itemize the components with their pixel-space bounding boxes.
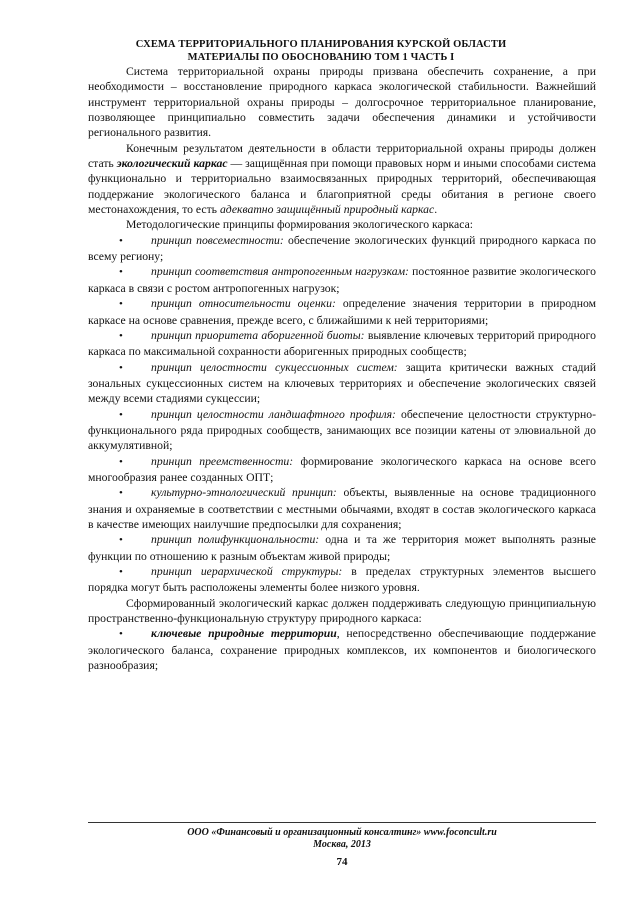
principle-term: принцип целостности сукцессионных систем: [151, 360, 398, 374]
principle-text: обеспечение экологических функций природного каркаса по всему региону; [88, 233, 596, 264]
bullet-icon: • [119, 628, 123, 641]
list-item [88, 360, 596, 407]
principle-term: культурно-этнологический принцип: [151, 486, 337, 500]
principle-text: защита критически важных стадий зональных сукцессионных систем на ключевых территориях и обеспечение экологических связей между всеми стадиями сукцессии; [88, 360, 596, 406]
principle-text: в пределах структурных элементов высшего порядка могут быть расположены элементы более низкого уровня. [88, 565, 596, 595]
principle-text: выявление ключевых территорий природного каркаса по максимальной сохранности аборигенных природных сообществ; [88, 328, 596, 359]
paragraph-principles-intro: Методологические принципы формирования экологического каркаса: [126, 218, 473, 232]
page-footer [88, 827, 596, 851]
principle-text: постоянное развитие экологического каркаса в связи с ростом антропогенных нагрузок; [88, 265, 596, 295]
paragraph-structure-intro: Сформированный экологический каркас должен поддерживать следующую принципиальную пространственно-функциональную структуру природного каркаса: [88, 596, 596, 626]
principle-text: одна и та же территория может выполнять разные функции по отношению к разным объектам живой природы; [88, 533, 596, 563]
list-item [88, 328, 596, 360]
principle-term: принцип повсеместности: [151, 233, 284, 247]
bullet-icon: • [119, 566, 123, 578]
list-item [88, 485, 596, 532]
header-title: СХЕМА ТЕРРИТОРИАЛЬНОГО ПЛАНИРОВАНИЯ КУРСКОЙ ОБЛАСТИ [135, 39, 507, 50]
list-item [88, 626, 596, 673]
principle-term: принцип преемственности: [151, 454, 294, 468]
page-number: 74 [336, 856, 348, 868]
principle-text: обеспечение целостности структурно-функционального ряда природных сообществ, занимающих все позиции катены от элювиальной до аккумулятивной; [88, 407, 596, 453]
principle-text: формирование экологического каркаса на основе всего многообразия ранее созданных ОПТ; [88, 454, 596, 484]
footer-company: ООО «Финансовый и организационный консалтинг» www.foconcult.ru [187, 827, 497, 838]
bullet-icon: • [119, 266, 123, 279]
bullet-icon: • [119, 455, 123, 468]
list-item [88, 564, 596, 596]
list-item [88, 233, 596, 265]
structure-text: , непосредственно обеспечивающие поддержание экологического баланса, сохранение природных комплексов, их компонентов и биологического разнообразия; [88, 627, 596, 673]
list-item [88, 532, 596, 564]
paragraph-eco-frame: Конечным результатом деятельности в области территориальной охраны природы должен стать экологический каркас — защищённая при помощи правовых норм и иными способами система функционально и территориально взаимосвязанных природных территорий, обеспечивающая поддержание экологического баланса и благоприятной среды обитания в регионе своего местонахождения, то есть адекватно защищённый природный каркас. [88, 141, 596, 217]
structure-term: ключевые природные территории [151, 627, 337, 641]
footer-divider [88, 822, 596, 823]
page-header [88, 39, 554, 64]
bullet-icon: • [119, 361, 123, 374]
principle-text: определение значения территории в природном каркасе на основе сравнения, прежде всего, с ближайшими к ней территориями; [88, 297, 596, 327]
bullet-icon: • [119, 298, 123, 311]
principle-term: принцип полифункциональности: [151, 533, 320, 547]
bullet-icon: • [119, 534, 123, 547]
bullet-icon: • [119, 408, 123, 421]
principle-term: принцип относительности оценки: [151, 297, 336, 311]
list-item [88, 264, 596, 296]
term-protected-frame: адекватно защищённый природный каркас [219, 203, 435, 217]
list-item [88, 454, 596, 486]
footer-city: Москва, 2013 [313, 839, 371, 850]
paragraph-intro: Система территориальной охраны природы призвана обеспечить сохранение, а при необходимости – восстановление природного каркаса экологической стабильности. Важнейший инструмент территориальной охраны природы – долгосрочное территориальное планирование, позволяющее принципиально совместить задачи обеспечения динамики и устойчивости регионального развития. [88, 65, 596, 140]
header-subtitle: МАТЕРИАЛЫ ПО ОБОСНОВАНИЮ ТОМ 1 ЧАСТЬ I [187, 51, 455, 63]
bullet-icon: • [119, 234, 123, 247]
bullet-icon: • [119, 329, 123, 342]
principle-term: принцип целостности ландшафтного профиля: [151, 407, 396, 421]
principle-term: принцип иерархической структуры: [151, 565, 343, 578]
list-item [88, 407, 596, 454]
principle-term: принцип соответствия антропогенным нагрузкам: [151, 265, 409, 279]
document-body [88, 64, 596, 673]
principle-term: принцип приоритета аборигенной биоты: [151, 328, 365, 342]
term-eco-frame: экологический каркас [116, 157, 228, 171]
list-item [88, 296, 596, 328]
bullet-icon: • [119, 487, 123, 500]
principle-text: объекты, выявленные на основе традиционного знания и охраняемые в соответствии с местными обычаями, входят в состав экологического каркаса в качестве имеющих наилучшие предпосылки для сохранения; [88, 486, 596, 531]
